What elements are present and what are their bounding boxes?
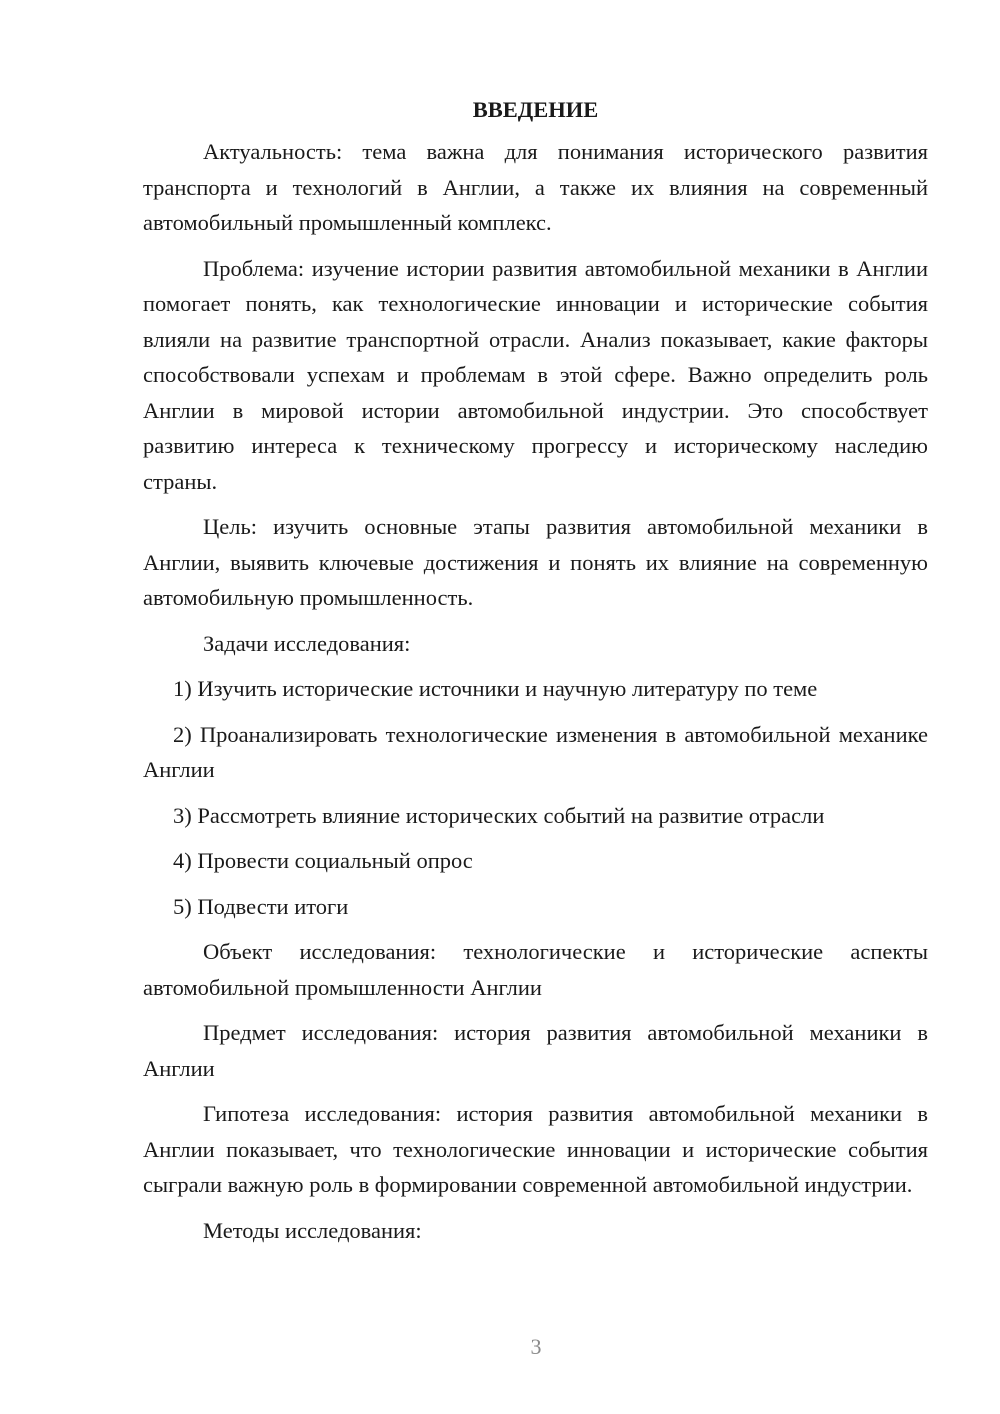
page-number: 3 [530,1334,542,1359]
task-item-4: 4) Провести социальный опрос [173,848,473,873]
object-paragraph: Объект исследования: технологические и исторические аспекты автомобильной промышленности Англии [143,939,928,1000]
problem-paragraph: Проблема: изучение истории развития автомобильной механики в Англии помогает понять, как технологические инновации и исторические события влияли на развитие транспортной отрасли. Анализ показывает, какие факторы способствовали успехам и проблемам в этой сфере. Важно определить роль Англии в мировой истории автомобильной индустрии. Это способствует развитию интереса к техническому прогрессу и историческому наследию страны. [143,255,928,494]
task-item-1: 1) Изучить исторические источники и научную литературу по теме [173,676,818,701]
task-item-2: 2) Проанализировать технологические изменения в автомобильной механике Англии [143,721,928,782]
methods-heading: Методы исследования: [203,1217,422,1243]
goal-paragraph: Цель: изучить основные этапы развития автомобильной механики в Англии, выявить ключевые достижения и понять их влияние на современную автомобильную промышленность. [143,514,928,610]
task-item-3: 3) Рассмотреть влияние исторических событий на развитие отрасли [173,802,825,828]
hypothesis-paragraph: Гипотеза исследования: история развития автомобильной механики в Англии показывает, что технологические инновации и исторические события сыграли важную роль в формировании современной автомобильной индустрии. [143,1101,928,1197]
tasks-heading: Задачи исследования: [203,630,411,656]
relevance-paragraph: Актуальность: тема важна для понимания исторического развития транспорта и технологий в Англии, а также их влияния на современный автомобильный промышленный комплекс. [143,139,928,235]
page-content [143,92,928,1258]
subject-paragraph: Предмет исследования: история развития автомобильной механики в Англии [143,1020,928,1081]
task-item-5: 5) Подвести итоги [173,893,349,919]
page-title: ВВЕДЕНИЕ [472,97,599,122]
